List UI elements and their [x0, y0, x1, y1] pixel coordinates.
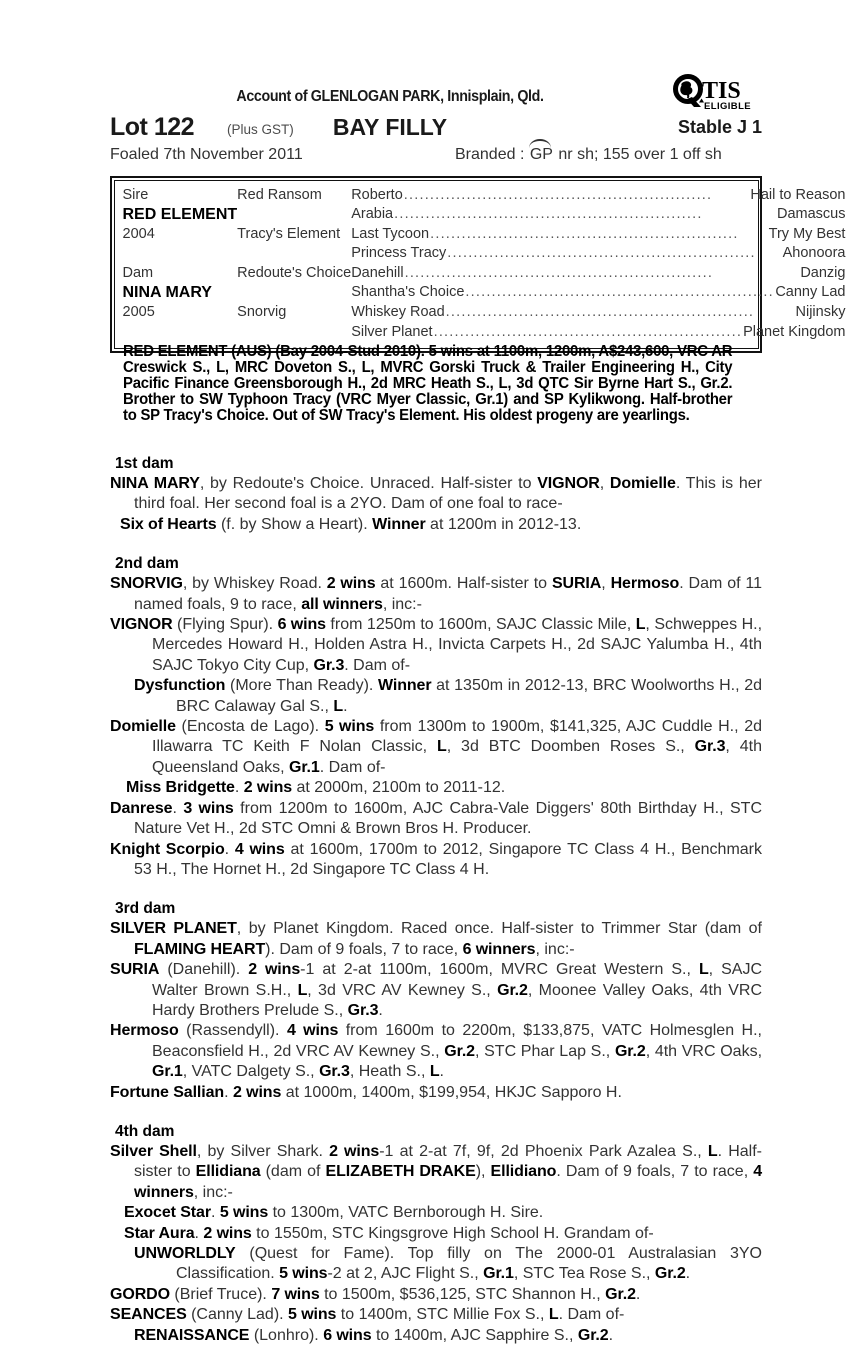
foaled-date: Foaled 7th November 2011 [110, 146, 303, 163]
grandparent-left: Roberto [351, 186, 403, 203]
leader-dots: ........................................................... [445, 304, 755, 321]
progeny-entry [110, 778, 762, 798]
branded-suffix: nr sh; 155 over 1 off sh [553, 146, 722, 163]
grandparent-left: Whiskey Road [351, 304, 445, 321]
progeny-text: Miss Bridgette. 2 wins at 2000m, 2100m to 2011-12. [126, 779, 506, 797]
progeny-entry [110, 1305, 762, 1325]
pedigree-row [123, 205, 846, 225]
spacer-cell [237, 205, 351, 225]
svg-text:TIS: TIS [702, 78, 741, 104]
progeny-text: RENAISSANCE (Lonhro). 6 wins to 1400m, AJC Sapphire S., Gr.2. [134, 1326, 614, 1344]
grandparent-right: Hail to Reason [750, 186, 846, 203]
grandparent-right: Planet Kingdom [743, 323, 846, 340]
progeny-text: SEANCES (Canny Lad). 5 wins to 1400m, STC Millie Fox S., L. Dam of- [110, 1306, 625, 1324]
branded-info [455, 146, 722, 164]
grandparent-cell [351, 186, 845, 206]
progeny-text: UNWORLDLY (Quest for Fame). Top filly on The 2000-01 Australasian 3YO Classification. 5 wins-2 at 2, AJC Flight S., Gr.1, STC Tea Rose S., Gr.2. [134, 1245, 762, 1283]
grandparent-cell [351, 303, 845, 323]
grandparent-cell [351, 264, 845, 284]
progeny-text: Fortune Sallian. 2 wins at 1000m, 1400m, $199,954, HKJC Sapporo H. [110, 1083, 622, 1101]
sire-dam-cell: Tracy's Element [237, 225, 341, 242]
grandparent-right: Ahonoora [782, 245, 846, 262]
leader-dots: ........................................................... [394, 206, 703, 223]
leader-dots: ........................................................... [465, 284, 774, 301]
progeny-text: VIGNOR (Flying Spur). 6 wins from 1250m to 1600m, SAJC Classic Mile, L, Schweppes H., Mercedes Howard H., Holden Astra H., Invicta Carpets H., 2d SAJC Yalumba H., 4th SAJC Tokyo City Cup, Gr.3. Dam of- [110, 616, 763, 674]
progeny-text: Dysfunction (More Than Ready). Winner at 1350m in 2012-13, BRC Woolworths H., 2d BRC Calaway Gal S., L. [134, 677, 762, 715]
grandparent-cell [351, 244, 845, 264]
grandparent-left: Princess Tracy [351, 245, 447, 262]
lot-number: Lot 122 [110, 113, 195, 141]
pedigree-row [123, 323, 846, 343]
progeny-entry [110, 717, 762, 778]
grandparent-cell [351, 205, 845, 225]
progeny-entry [110, 676, 762, 717]
progeny-entry [110, 1285, 762, 1305]
spacer-cell [237, 323, 351, 343]
third-dam-line [110, 919, 762, 960]
dam-label-cell: Dam [122, 264, 154, 281]
pedigree-row [123, 283, 846, 303]
leader-dots: ........................................................... [447, 245, 756, 262]
progeny-text: Star Aura. 2 wins to 1550m, STC Kingsgrove High School H. Grandam of- [124, 1224, 654, 1242]
spacer-cell [123, 323, 238, 343]
first-dam-text: NINA MARY, by Redoute's Choice. Unraced. Half-sister to VIGNOR, Domielle. This is her third foal. Her second foal is a 2YO. Dam of one foal to race- [110, 475, 763, 513]
fourth-dam-line [110, 1142, 762, 1203]
pedigree-row [123, 244, 846, 264]
dam-dam-cell: Snorvig [237, 304, 287, 321]
sire-summary-paragraph: RED ELEMENT (AUS) (Bay 2004-Stud 2010). 5 wins at 1100m, 1200m, A$243,600, VRC AR Creswick S., L, MRC Doveton S., L, MVRC Gorski Truck & Trailer Engineering H., City Pacific Finance Greensborough H., 2d MRC Heath S., L, 3d QTC Sir Byrne Hart S., Gr.2. Brother to SW Typhoon Tracy (VRC Myer Classic, Gr.1) and SP Kylikwong. Half-brother to SP Tracy's Choice. Out of SW Tracy's Element. His oldest progeny are yearlings. [123, 343, 733, 424]
pedigree-table-frame [110, 176, 846, 353]
grandparent-right: Danzig [800, 264, 846, 281]
pedigree-row [123, 264, 846, 284]
spacer-cell [123, 244, 238, 264]
first-dam-heading: 1st dam [115, 455, 174, 472]
progeny-entry [110, 960, 762, 1021]
dam-year-cell: 2005 [122, 304, 155, 321]
brand-mark [529, 146, 554, 164]
progeny-entry [110, 615, 762, 676]
sire-label-cell: Sire [122, 186, 149, 203]
leader-dots: ........................................................... [404, 264, 714, 281]
third-dam-heading: 3rd dam [115, 900, 176, 918]
pedigree-row [123, 225, 846, 245]
progeny-text: GORDO (Brief Truce). 7 wins to 1500m, $536,125, STC Shannon H., Gr.2. [110, 1285, 641, 1303]
account-line: Account of GLENLOGAN PARK, Innisplain, Qld. [236, 88, 544, 105]
progeny-text: Exocet Star. 5 wins to 1300m, VATC Bernborough H. Sire. [124, 1204, 544, 1222]
progeny-entry [110, 799, 762, 840]
grandparent-left: Silver Planet [351, 323, 433, 340]
svg-text:ELIGIBLE: ELIGIBLE [704, 101, 752, 112]
lot-header-row [110, 113, 762, 143]
progeny-entry [110, 1224, 762, 1244]
leader-dots: ........................................................... [433, 323, 743, 340]
grandparent-left: Last Tycoon [351, 225, 430, 242]
grandparent-right: Nijinsky [795, 304, 846, 321]
grandparent-right: Damascus [776, 206, 846, 223]
sire-sire-cell: Red Ransom [237, 186, 322, 203]
progeny-entry [110, 1244, 762, 1285]
pedigree-table [123, 186, 846, 343]
pedigree-row [123, 303, 846, 323]
grandparent-cell [351, 225, 845, 245]
progeny-entry [110, 1021, 762, 1082]
spacer-cell [237, 244, 351, 264]
pedigree-row [123, 186, 846, 206]
progeny-entry [110, 1326, 762, 1346]
dam-name-cell: NINA MARY [122, 284, 212, 302]
progeny-text: Domielle (Encosta de Lago). 5 wins from 1300m to 1900m, $141,325, AJC Cuddle H., 2d Illawarra TC Keith F Nolan Classic, L, 3d BTC Doomben Roses S., Gr.3, 4th Queensland Oaks, Gr.1. Dam of- [110, 718, 763, 776]
first-dam-progeny-text: Six of Hearts (f. by Show a Heart). Winner at 1200m in 2012-13. [120, 515, 582, 533]
horse-sex-colour: BAY FILLY [332, 114, 448, 140]
grandparent-right: Canny Lad [775, 284, 846, 301]
grandparent-right: Try My Best [768, 225, 846, 242]
progeny-entry [110, 1203, 762, 1223]
pedigree-body [110, 455, 762, 1346]
sire-name-cell: RED ELEMENT [122, 206, 238, 224]
gst-note: (Plus GST) [227, 122, 294, 137]
progeny-text: Hermoso (Rassendyll). 4 wins from 1600m to 2200m, $133,875, VATC Holmesglen H., Beaconsfield H., 2d VRC AV Kewney S., Gr.2, STC Phar Lap S., Gr.2, 4th VRC Oaks, Gr.1, VATC Dalgety S., Gr.3, Heath S., L. [110, 1022, 763, 1081]
progeny-text: SURIA (Danehill). 2 wins-1 at 2-at 1100m, 1600m, MVRC Great Western S., L, SAJC Walter Brown S.H., L, 3d VRC AV Kewney S., Gr.2, Moonee Valley Oaks, 4th VRC Hardy Brothers Prelude S., Gr.3. [110, 961, 763, 1019]
second-dam-text: SNORVIG, by Whiskey Road. 2 wins at 1600m. Half-sister to SURIA, Hermoso. Dam of 11 named foals, 9 to race, all winners, inc:- [110, 575, 763, 613]
second-dam-heading: 2nd dam [115, 555, 179, 573]
progeny-entry [110, 1083, 762, 1103]
fourth-dam-heading: 4th dam [115, 1122, 175, 1140]
third-dam-text: SILVER PLANET, by Planet Kingdom. Raced once. Half-sister to Trimmer Star (dam of FLAMING HEART). Dam of 9 foals, 7 to race, 6 winners, inc:- [110, 920, 762, 958]
grandparent-cell [351, 323, 845, 343]
progeny-text: Danrese. 3 wins from 1200m to 1600m, AJC Cabra-Vale Diggers' 80th Birthday H., STC Nature Vet H., 2d STC Omni & Brown Bros H. Producer. [110, 799, 763, 838]
progeny-entry [110, 840, 762, 881]
progeny-text: Knight Scorpio. 4 wins at 1600m, 1700m to 2012, Singapore TC Class 4 H., Benchmark 53 H., The Hornet H., 2d Singapore TC Class 4 H. [110, 840, 763, 878]
leader-dots: ........................................................... [430, 225, 739, 242]
second-dam-line [110, 574, 762, 615]
fourth-dam-text: Silver Shell, by Silver Shark. 2 wins-1 at 2-at 7f, 9f, 2d Phoenix Park Azalea S., L. Half-sister to Ellidiana (dam of ELIZABETH DRAKE), Ellidiano. Dam of 9 foals, 7 to race, 4 winners, inc:- [110, 1142, 763, 1201]
grandparent-left: Shantha's Choice [351, 284, 465, 301]
sire-year-cell: 2004 [122, 225, 155, 242]
leader-dots: ........................................................... [403, 186, 713, 203]
grandparent-left: Arabia [351, 206, 394, 223]
stable-number: Stable J 1 [677, 117, 762, 137]
first-dam-line [110, 474, 762, 515]
pedigree-table-inner [114, 180, 846, 350]
brand-mark-text: GP [529, 146, 553, 163]
grandparent-left: Danehill [351, 264, 404, 281]
spacer-cell [237, 283, 351, 303]
foaled-branded-row [110, 146, 762, 170]
otis-eligible-logo [672, 74, 764, 114]
branded-prefix: Branded : [455, 146, 529, 163]
first-dam-progeny [110, 515, 762, 535]
dam-sire-cell: Redoute's Choice [237, 264, 352, 281]
grandparent-cell [351, 283, 845, 303]
